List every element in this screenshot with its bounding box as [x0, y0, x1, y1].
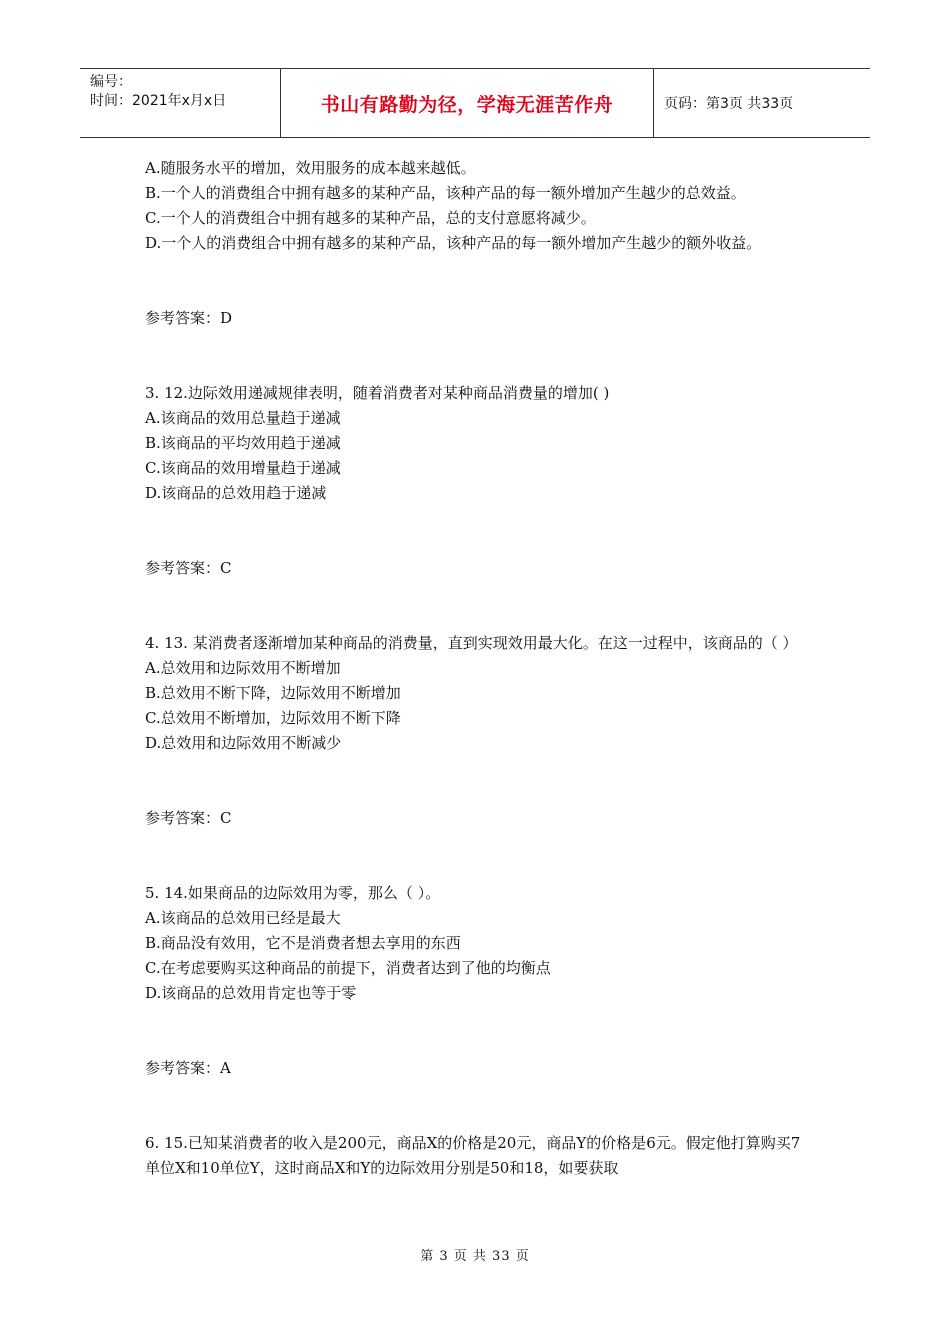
- q5-option-a: A.该商品的总效用已经是最大: [145, 909, 341, 927]
- q2-option-b: B.一个人的消费组合中拥有越多的某种产品，该种产品的每一额外增加产生越少的总效益。: [145, 184, 746, 202]
- q5-answer: 参考答案：A: [145, 1059, 231, 1077]
- q2-option-d: D.一个人的消费组合中拥有越多的某种产品，该种产品的每一额外增加产生越少的额外收益。: [145, 234, 762, 252]
- question-6-block: [145, 1131, 815, 1181]
- q5-stem: 5. 14.如果商品的边际效用为零，那么（ ）。: [145, 884, 441, 902]
- page-label: 页码：第3页 共33页: [664, 96, 794, 112]
- q4-stem: 4. 13. 某消费者逐渐增加某种商品的消费量，直到实现效用最大化。在这一过程中，该商品的（ ）: [145, 634, 798, 652]
- q2-option-c: C.一个人的消费组合中拥有越多的某种产品，总的支付意愿将减少。: [145, 209, 596, 227]
- q3-stem: 3. 12.边际效用递减规律表明，随着消费者对某种商品消费量的增加( ): [145, 384, 610, 402]
- motto: 书山有路勤为径，学海无涯苦作舟: [320, 93, 614, 116]
- q3-answer: 参考答案：C: [145, 559, 232, 577]
- header-meta: [80, 69, 281, 137]
- time-label: 时间：2021年x月x日: [90, 93, 227, 109]
- q4-option-b: B.总效用不断下降，边际效用不断增加: [145, 684, 401, 702]
- q4-option-c: C.总效用不断增加，边际效用不断下降: [145, 709, 401, 727]
- document-body: [145, 156, 815, 1181]
- q4-answer: 参考答案：C: [145, 809, 232, 827]
- question-5-block: [145, 881, 815, 1081]
- question-2-block: [145, 156, 815, 331]
- q3-option-b: B.该商品的平均效用趋于递减: [145, 434, 341, 452]
- page-header: [80, 68, 870, 138]
- q2-option-a: A.随服务水平的增加，效用服务的成本越来越低。: [145, 159, 476, 177]
- q5-option-c: C.在考虑要购买这种商品的前提下，消费者达到了他的均衡点: [145, 959, 551, 977]
- q3-option-c: C.该商品的效用增量趋于递减: [145, 459, 341, 477]
- q5-option-d: D.该商品的总效用肯定也等于零: [145, 984, 357, 1002]
- q3-option-a: A.该商品的效用总量趋于递减: [145, 409, 341, 427]
- q3-option-d: D.该商品的总效用趋于递减: [145, 484, 327, 502]
- header-motto-cell: [281, 69, 654, 137]
- q4-option-a: A.总效用和边际效用不断增加: [145, 659, 341, 677]
- page-footer: 第 3 页 共 33 页: [420, 1249, 530, 1264]
- q5-option-b: B.商品没有效用，它不是消费者想去享用的东西: [145, 934, 461, 952]
- question-3-block: [145, 381, 815, 581]
- header-page-cell: [654, 69, 870, 137]
- q6-stem: 6. 15.已知某消费者的收入是200元，商品X的价格是20元，商品Y的价格是6元。假定他打算购买7单位X和10单位Y，这时商品X和Y的边际效用分别是50和18，如要获取: [145, 1134, 801, 1177]
- q2-answer: 参考答案：D: [145, 309, 233, 327]
- question-4-block: [145, 631, 815, 831]
- q4-option-d: D.总效用和边际效用不断减少: [145, 734, 342, 752]
- number-label: 编号：: [90, 74, 132, 90]
